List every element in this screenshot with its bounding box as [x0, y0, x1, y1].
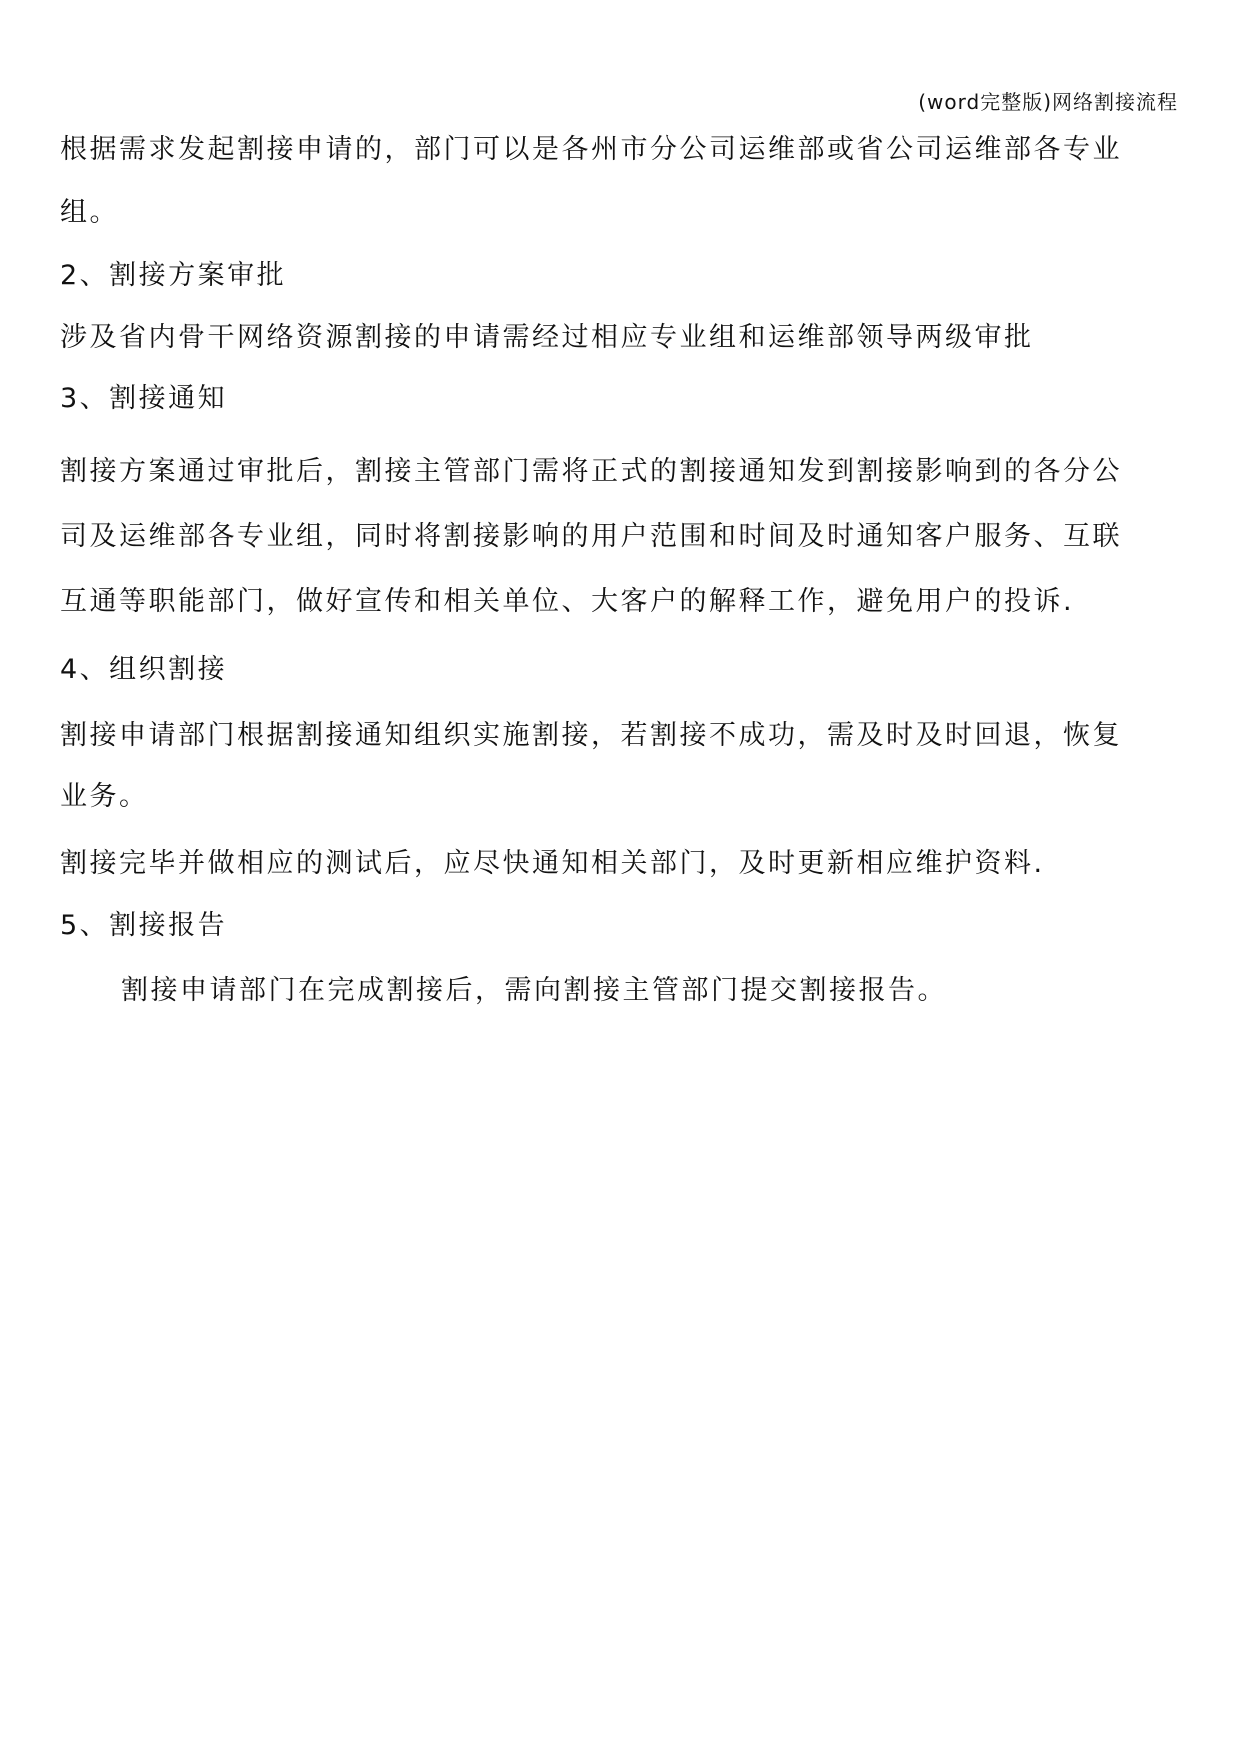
section-heading: 2、割接方案审批: [60, 260, 287, 291]
paragraph-line: 司及运维部各专业组，同时将割接影响的用户范围和时间及时通知客户服务、互联: [60, 521, 1122, 552]
paragraph-line: 割接完毕并做相应的测试后，应尽快通知相关部门，及时更新相应维护资料.: [60, 848, 1045, 879]
paragraph-line: 组。: [60, 197, 119, 228]
section-heading: 3、割接通知: [60, 383, 228, 414]
section-heading: 4、组织割接: [60, 654, 228, 685]
paragraph-line: 割接申请部门根据割接通知组织实施割接，若割接不成功，需及时及时回退，恢复: [60, 720, 1122, 751]
paragraph-line: 割接方案通过审批后，割接主管部门需将正式的割接通知发到割接影响到的各分公: [60, 456, 1122, 487]
paragraph-line: 根据需求发起割接申请的，部门可以是各州市分公司运维部或省公司运维部各专业: [60, 134, 1122, 165]
section-heading: 5、割接报告: [60, 910, 228, 941]
paragraph-line: 互通等职能部门，做好宣传和相关单位、大客户的解释工作，避免用户的投诉.: [60, 586, 1075, 617]
paragraph-line: 业务。: [60, 781, 149, 812]
paragraph-line: 割接申请部门在完成割接后，需向割接主管部门提交割接报告。: [121, 975, 947, 1006]
paragraph-line: 涉及省内骨干网络资源割接的申请需经过相应专业组和运维部领导两级审批: [60, 322, 1034, 353]
page-header-title: (word完整版)网络割接流程: [918, 90, 1178, 114]
